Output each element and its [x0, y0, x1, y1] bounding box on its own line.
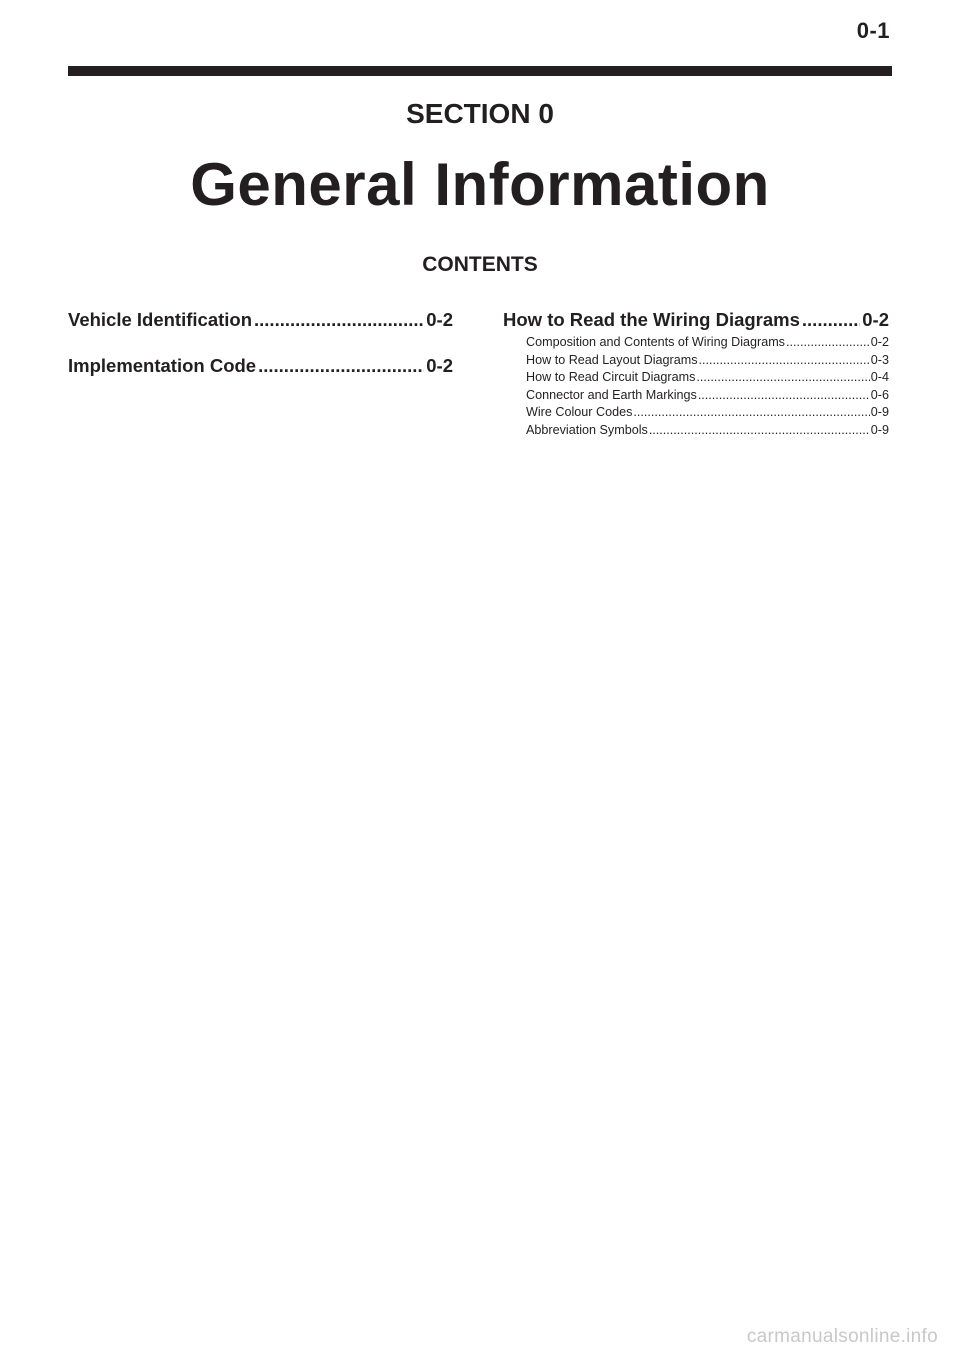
toc-sub-entry-connector-earth[interactable]	[526, 387, 889, 405]
watermark: carmanualsonline.info	[746, 1326, 938, 1347]
header-rule	[68, 66, 892, 76]
toc-left-column	[68, 308, 453, 378]
dot-leader	[649, 422, 870, 440]
toc-sub-page: 0-9	[870, 405, 889, 419]
toc-sub-entry-circuit-diagrams[interactable]	[526, 369, 889, 387]
dot-leader	[786, 334, 870, 352]
toc-entry-page: 0-2	[426, 355, 453, 376]
dot-leader	[698, 387, 870, 405]
toc-entry-page: 0-2	[426, 309, 453, 330]
toc-sub-page: 0-2	[870, 335, 889, 349]
toc-sub-label: How to Read Circuit Diagrams	[526, 370, 696, 384]
toc-sub-label: Composition and Contents of Wiring Diagrams	[526, 335, 785, 349]
toc-sub-label: Wire Colour Codes	[526, 405, 633, 419]
toc-sub-entry-abbreviation[interactable]	[526, 422, 889, 440]
toc-sub-entry-layout-diagrams[interactable]	[526, 352, 889, 370]
toc-sub-entry-composition[interactable]	[526, 334, 889, 352]
toc-entry-wiring-diagrams[interactable]	[503, 308, 889, 332]
toc-sub-page: 0-6	[870, 387, 889, 402]
toc-sub-page: 0-4	[870, 370, 889, 384]
page-title: General Information	[190, 151, 770, 218]
contents-heading: CONTENTS	[422, 253, 538, 276]
toc-sub-label: How to Read Layout Diagrams	[526, 352, 698, 367]
toc-entry-vehicle-identification[interactable]	[68, 308, 453, 332]
toc-right-column	[503, 308, 889, 439]
toc-entry-label: How to Read the Wiring Diagrams	[503, 309, 800, 330]
toc-entry-page: 0-2	[862, 309, 889, 330]
dot-leader	[254, 308, 424, 332]
toc-sub-list	[526, 334, 889, 439]
section-label: SECTION 0	[406, 98, 554, 129]
toc-sub-page: 0-9	[870, 422, 889, 437]
toc-entry-implementation-code[interactable]	[68, 354, 453, 378]
page-number: 0-1	[856, 18, 890, 43]
dot-leader	[802, 308, 860, 332]
dot-leader	[699, 352, 870, 370]
toc-entry-label: Implementation Code	[68, 355, 257, 376]
dot-leader	[258, 354, 424, 378]
toc-entry-label: Vehicle Identification	[68, 309, 253, 330]
toc-sub-entry-wire-colour[interactable]	[526, 404, 889, 422]
toc-sub-label: Connector and Earth Markings	[526, 387, 697, 402]
toc-sub-label: Abbreviation Symbols	[526, 422, 648, 437]
dot-leader	[633, 404, 869, 422]
toc-sub-page: 0-3	[870, 352, 889, 367]
dot-leader	[696, 369, 869, 387]
